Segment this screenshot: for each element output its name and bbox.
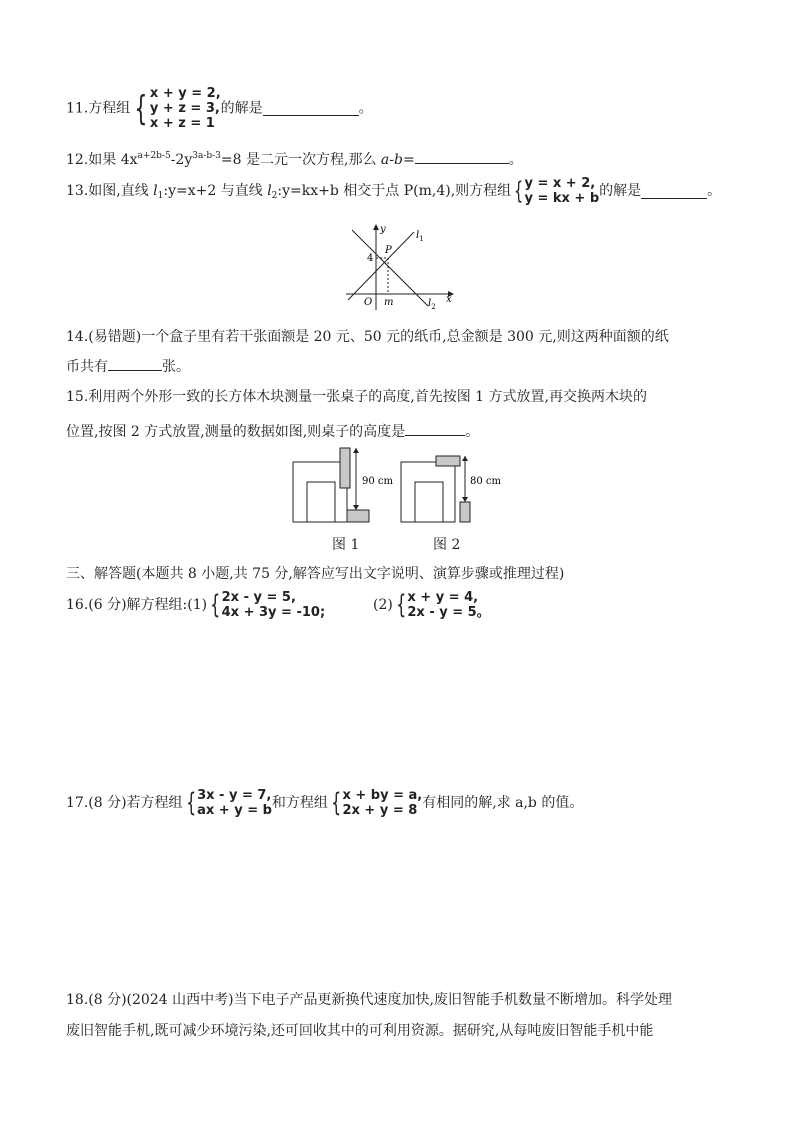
q16-text-b: (2) xyxy=(373,597,393,613)
q17-system-1 xyxy=(197,788,272,818)
answer-blank[interactable] xyxy=(641,184,707,199)
q13-graph xyxy=(340,222,460,314)
q12-exponent-2: 3a-b-3 xyxy=(192,151,221,161)
q13-eq-2: y = kx + b xyxy=(524,191,600,206)
answer-blank[interactable] xyxy=(405,421,465,436)
q13-text-a: 13.如图,直线 xyxy=(66,183,154,199)
q16-sys1-eq-1: 2x - y = 5, xyxy=(221,590,296,605)
four-label: 4 xyxy=(367,253,374,264)
q13-line-l1: l xyxy=(153,183,158,199)
q13-equation-system xyxy=(524,176,599,206)
y-axis-label: y xyxy=(380,224,386,235)
l1-label-text: l xyxy=(416,230,420,241)
q13-text-d: P(m,4),则方程组 xyxy=(403,183,512,199)
line-l2 xyxy=(352,230,428,306)
q11-prefix: 11.方程组 xyxy=(66,100,131,117)
measure-label: 80 cm xyxy=(470,476,501,487)
q12-expression: a-b= xyxy=(380,152,415,168)
q17-text-a: 17.(8 分)若方程组 xyxy=(66,795,183,811)
q13-text-b: :y=x+2 与直线 xyxy=(163,183,268,199)
question-18-line-2: 废旧智能手机,既可减少环境污染,还可回收其中的可利用资源。据研究,从每吨废旧智能手机中能 xyxy=(66,1023,654,1039)
line-l1 xyxy=(348,232,414,300)
answer-blank[interactable] xyxy=(263,101,359,116)
q16-sys2-eq-2: 2x - y = 5。 xyxy=(407,605,490,620)
origin-label: O xyxy=(364,297,373,308)
wood-block-standing xyxy=(340,448,350,488)
q13-text-e: 的解是 xyxy=(599,183,642,199)
q16-text-a: 16.(6 分)解方程组:(1) xyxy=(66,597,208,613)
q17-text-c: 有相同的解,求 a,b 的值。 xyxy=(422,795,584,811)
q12-text-c: =8 是二元一次方程,那么 xyxy=(220,152,381,168)
q13-end: 。 xyxy=(707,183,722,199)
question-11 xyxy=(66,86,373,131)
p-label: P xyxy=(385,245,392,256)
q11-eq-2: y + z = 3, xyxy=(149,101,220,116)
l1-label xyxy=(416,230,424,243)
answer-blank[interactable] xyxy=(415,149,509,164)
wood-block-lying xyxy=(436,456,460,466)
q11-eq-1: x + y = 2, xyxy=(149,86,221,101)
q13-l1-subscript: 1 xyxy=(157,191,164,201)
x-axis-label: x xyxy=(446,294,452,305)
q13-text-c: :y=kx+b 相交于点 xyxy=(277,183,404,199)
question-18-line-1: 18.(8 分)(2024 山西中考)当下电子产品更新换代速度加快,废旧智能手机数量不断增加。科学处理 xyxy=(66,992,672,1008)
l2-label-text: l xyxy=(428,298,432,309)
q11-eq-3: x + z = 1 xyxy=(149,116,215,131)
left-brace: { xyxy=(134,88,148,129)
q17-sys1-eq-1: 3x - y = 7, xyxy=(197,788,272,803)
q17-sys2-eq-2: 2x + y = 8 xyxy=(342,803,418,818)
section-3-heading: 三、解答题(本题共 8 小题,共 75 分,解答应写出文字说明、演算步骤或推理过程) xyxy=(66,566,565,582)
left-brace: { xyxy=(185,788,196,818)
y-axis-arrow xyxy=(373,224,379,230)
fig1-caption: 图 1 xyxy=(332,537,360,553)
table-leg-opening xyxy=(307,482,335,522)
q13-l2-subscript: 2 xyxy=(271,191,278,201)
q15-figure-1 xyxy=(290,446,400,526)
wood-block-lying xyxy=(347,510,369,522)
q17-system-2 xyxy=(342,788,422,818)
measure-label: 90 cm xyxy=(362,476,393,487)
measure-arrow-bottom xyxy=(353,505,359,510)
q16-sys2-eq-1: x + y = 4, xyxy=(407,590,479,605)
q13-eq-1: y = x + 2, xyxy=(524,176,596,191)
table-leg-opening xyxy=(415,482,443,522)
question-13 xyxy=(66,176,721,206)
m-label: m xyxy=(384,297,394,308)
q13-line-l2: l xyxy=(267,183,272,199)
left-brace: { xyxy=(331,788,342,818)
q16-system-1 xyxy=(222,590,326,620)
question-16 xyxy=(66,590,325,620)
left-brace: { xyxy=(514,177,524,205)
question-17 xyxy=(66,788,583,818)
q17-text-b: 和方程组 xyxy=(271,795,328,811)
measure-arrow-bottom xyxy=(462,497,468,502)
q12-text-b: -2y xyxy=(170,152,193,168)
fig2-caption: 图 2 xyxy=(433,537,461,553)
wood-block-standing xyxy=(460,502,470,522)
q11-end: 。 xyxy=(358,100,373,117)
q15-figure-2 xyxy=(398,446,508,526)
q15-text-a: 位置,按图 2 方式放置,测量的数据如图,则桌子的高度是 xyxy=(66,424,406,440)
l2-label-sub: 2 xyxy=(431,303,436,311)
question-16-part-2 xyxy=(373,590,490,620)
q16-sys1-eq-2: 4x + 3y = -10; xyxy=(221,605,326,620)
question-12 xyxy=(66,149,523,169)
l2-label xyxy=(428,298,436,311)
q14-text-a: 币共有 xyxy=(66,359,108,375)
question-14-line-2 xyxy=(66,356,190,376)
q12-text-a: 12.如果 4x xyxy=(66,152,138,168)
answer-blank[interactable] xyxy=(108,356,162,371)
left-brace: { xyxy=(210,590,221,620)
q11-equation-system xyxy=(150,86,221,131)
q11-suffix: 的解是 xyxy=(220,100,263,117)
question-15-line-2 xyxy=(66,421,479,441)
question-14-line-1: 14.(易错题)一个盒子里有若干张面额是 20 元、50 元的纸币,总金额是 300 元,则这两种面额的纸 xyxy=(66,329,669,345)
question-15-line-1: 15.利用两个外形一致的长方体木块测量一张桌子的高度,首先按图 1 方式放置,再交换两木块的 xyxy=(66,389,647,405)
q17-sys2-eq-1: x + by = a, xyxy=(342,788,423,803)
q17-sys1-eq-2: ax + y = b xyxy=(197,803,272,818)
q12-end: 。 xyxy=(508,152,523,168)
left-brace: { xyxy=(396,590,407,620)
measure-arrow-top xyxy=(353,448,359,453)
q15-text-b: 。 xyxy=(465,424,480,440)
q14-text-b: 张。 xyxy=(162,359,190,375)
l1-label-sub: 1 xyxy=(419,235,424,243)
q12-exponent-1: a+2b-5 xyxy=(137,151,171,161)
q16-system-2 xyxy=(407,590,489,620)
measure-arrow-top xyxy=(462,456,468,461)
